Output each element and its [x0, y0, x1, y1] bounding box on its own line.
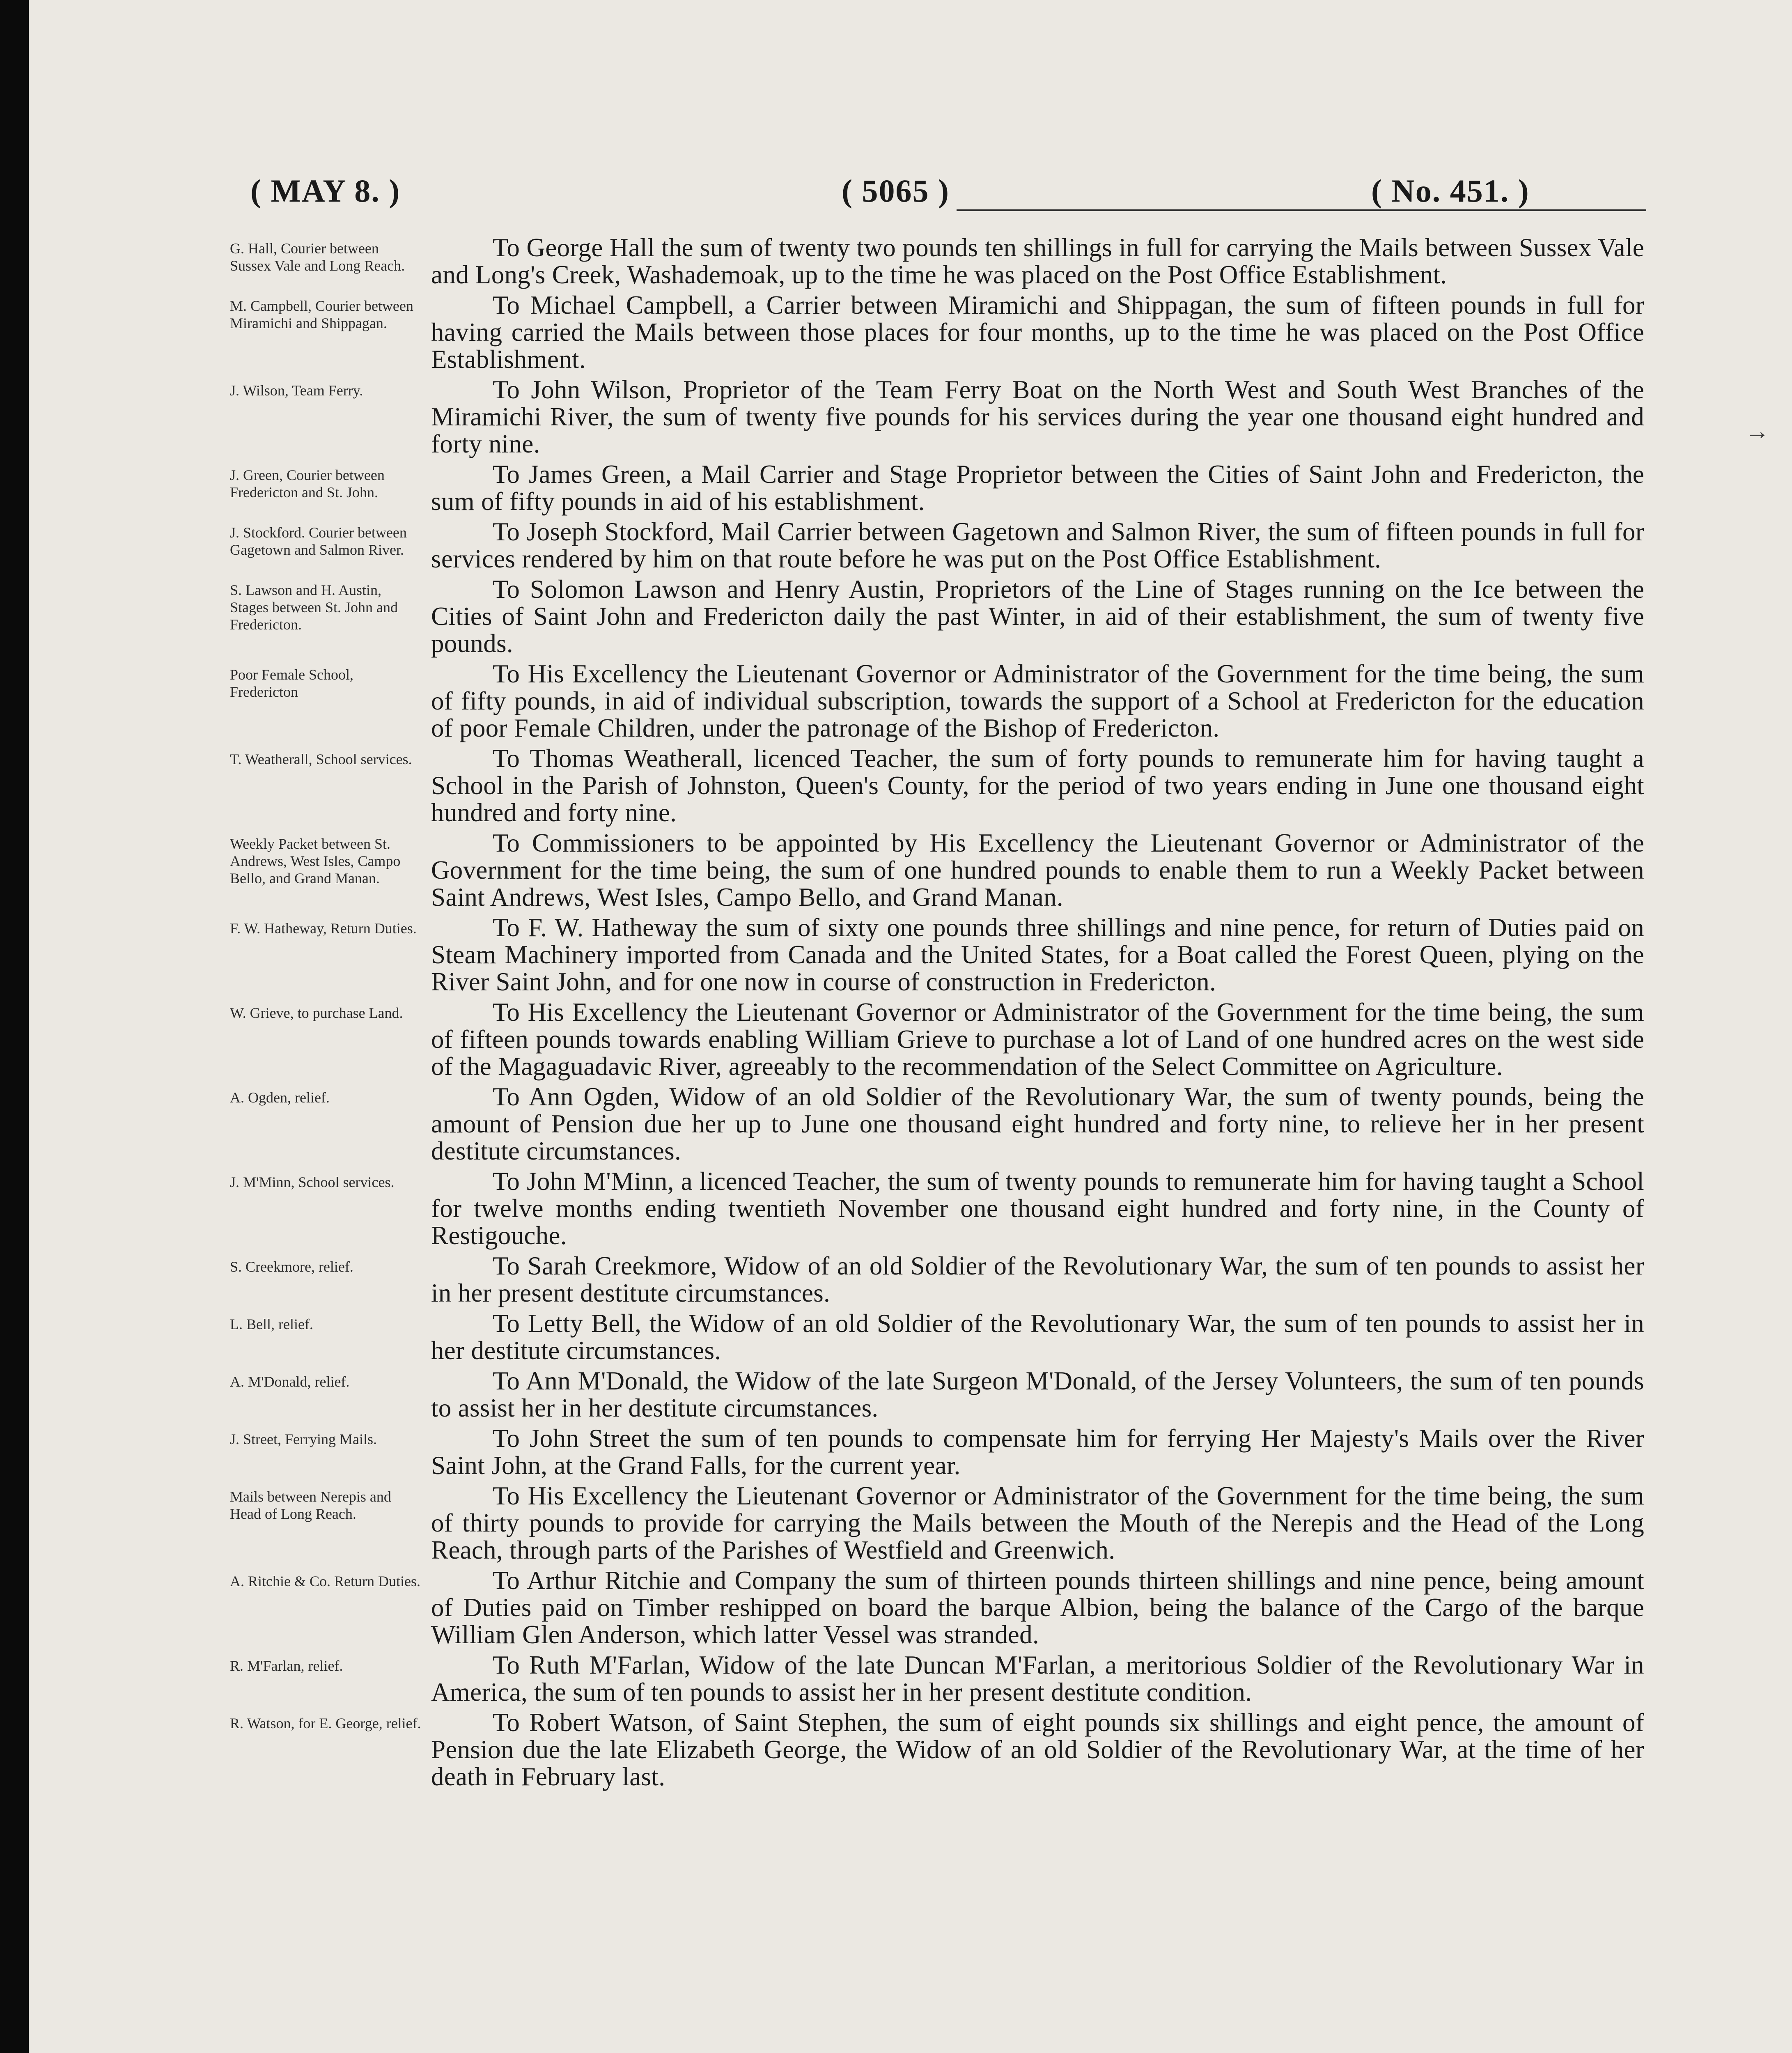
entry-g-hall [29, 234, 1792, 288]
margin-note: R. Watson, for E. George, relief. [230, 1715, 421, 1732]
margin-note: J. Green, Courier between Fredericton and St. John. [230, 467, 385, 501]
entry-j-mminn [29, 1168, 1792, 1249]
entry-text: To Ann M'Donald, the Widow of the late Surgeon M'Donald, of the Jersey Volunteers, the sum of ten pounds to assist her in her destitute circumstances. [431, 1366, 1644, 1422]
margin-note: Weekly Packet between St. Andrews, West Isles, Campo Bello, and Grand Manan. [230, 836, 401, 886]
margin-note: S. Creekmore, relief. [230, 1258, 353, 1275]
document-page [29, 0, 1792, 2053]
entry-text: To Solomon Lawson and Henry Austin, Proprietors of the Line of Stages running on the Ice between the Cities of Saint John and Fredericton daily the past Winter, in aid of their establishment, the sum of twenty five pounds. [431, 575, 1644, 658]
header-act-number: ( No. 451. ) [1371, 173, 1530, 209]
entry-text: To Commissioners to be appointed by His Excellency the Lieutenant Governor or Administrator of the Government for the time being, the sum of one hundred pounds to enable them to run a Weekly Packet between Saint Andrews, West Isles, Campo Bello, and Grand Manan. [431, 829, 1644, 912]
entry-text: To James Green, a Mail Carrier and Stage Proprietor between the Cities of Saint John and Fredericton, the sum of fifty pounds in aid of his establishment. [431, 460, 1644, 516]
margin-note: J. M'Minn, School services. [230, 1174, 395, 1190]
entry-m-campbell [29, 292, 1792, 373]
entry-j-stockford [29, 518, 1792, 572]
margin-note: J. Wilson, Team Ferry. [230, 382, 363, 399]
entry-j-green [29, 461, 1792, 515]
entry-text: To Letty Bell, the Widow of an old Soldier of the Revolutionary War, the sum of ten pounds to assist her in her destitute circumstances. [431, 1309, 1644, 1365]
entry-text: To Thomas Weatherall, licenced Teacher, the sum of forty pounds to remunerate him for having taught a School in the Parish of Johnston, Queen's County, for the period of two years ending in June one thousand eight hundred and forty nine. [431, 744, 1644, 827]
entry-text: To John Wilson, Proprietor of the Team Ferry Boat on the North West and South West Branches of the Miramichi River, the sum of twenty five pounds for his services during the year one thousand eight hundred and forty nine. [431, 375, 1644, 458]
entry-text: To Ann Ogden, Widow of an old Soldier of the Revolutionary War, the sum of twenty pounds, being the amount of Pension due her up to June one thousand eight hundred and forty nine, to relieve her in her present destitute circumstances. [431, 1082, 1644, 1165]
entry-a-mdonald [29, 1367, 1792, 1421]
entry-text: To F. W. Hatheway the sum of sixty one pounds three shillings and nine pence, for return of Duties paid on Steam Machinery imported from Canada and the United States, for a Boat called the Forest Queen, plying on the River Saint John, and for one now in course of construction in Fredericton. [431, 913, 1644, 996]
entry-text: To Michael Campbell, a Carrier between Miramichi and Shippagan, the sum of fifteen pounds in full for having carried the Mails between those places for four months, up to the time he was placed on the Post Office Establishment. [431, 291, 1644, 374]
appropriation-list [29, 234, 1792, 1794]
margin-note: A. Ritchie & Co. Return Duties. [230, 1573, 420, 1589]
margin-note: A. Ogden, relief. [230, 1089, 330, 1106]
entry-l-bell [29, 1310, 1792, 1364]
margin-note: R. M'Farlan, relief. [230, 1658, 343, 1674]
header-page-number: ( 5065 ) [842, 173, 950, 209]
margin-note: J. Street, Ferrying Mails. [230, 1431, 377, 1447]
entry-text: To His Excellency the Lieutenant Governor or Administrator of the Government for the time being, the sum of fifteen pounds towards enabling William Grieve to purchase a lot of Land of one hundred acres on the west side of the Magaguadavic River, agreeably to the recommendation of the Select Committee on Agriculture. [431, 998, 1644, 1081]
entry-text: To Robert Watson, of Saint Stephen, the sum of eight pounds six shillings and eight pence, the amount of Pension due the late Elizabeth George, the Widow of an old Soldier of the Revolutionary War, at the time of her death in February last. [431, 1708, 1644, 1791]
entry-a-ritchie [29, 1567, 1792, 1648]
margin-note: M. Campbell, Courier between Miramichi and Shippagan. [230, 298, 413, 331]
margin-note: J. Stockford. Courier between Gagetown and Salmon River. [230, 524, 407, 558]
entry-j-street [29, 1425, 1792, 1479]
entry-f-w-hatheway [29, 914, 1792, 995]
entry-text: To Ruth M'Farlan, Widow of the late Duncan M'Farlan, a meritorious Soldier of the Revolutionary War in America, the sum of ten pounds to assist her in her present destitute condition. [431, 1651, 1644, 1706]
margin-note: W. Grieve, to purchase Land. [230, 1005, 403, 1021]
margin-note: F. W. Hatheway, Return Duties. [230, 920, 417, 937]
entry-text: To Joseph Stockford, Mail Carrier between Gagetown and Salmon River, the sum of fifteen pounds in full for services rendered by him on that route before he was put on the Post Office Establishment. [431, 517, 1644, 573]
margin-note: S. Lawson and H. Austin, Stages between St. John and Fredericton. [230, 582, 398, 633]
entry-text: To His Excellency the Lieutenant Governor or Administrator of the Government for the time being, the sum of fifty pounds, in aid of individual subscription, towards the support of a School at Fredericton for the education of poor Female Children, under the patronage of the Bishop of Fredericton. [431, 659, 1644, 742]
entry-text: To Sarah Creekmore, Widow of an old Soldier of the Revolutionary War, the sum of ten pounds to assist her in her present destitute circumstances. [431, 1252, 1644, 1307]
entry-r-watson [29, 1709, 1792, 1790]
margin-note: L. Bell, relief. [230, 1316, 313, 1332]
entry-weekly-packet [29, 829, 1792, 911]
entry-poor-female-school [29, 660, 1792, 742]
margin-note: T. Weatherall, School services. [230, 751, 412, 767]
entry-r-mfarlan [29, 1651, 1792, 1706]
entry-j-wilson [29, 376, 1792, 457]
entry-lawson-austin [29, 576, 1792, 657]
margin-note: G. Hall, Courier between Sussex Vale and Long Reach. [230, 240, 405, 274]
header-date: ( MAY 8. ) [250, 173, 401, 209]
entry-s-creekmore [29, 1252, 1792, 1307]
entry-w-grieve [29, 999, 1792, 1080]
entry-nerepis-mails [29, 1482, 1792, 1564]
entry-text: To John M'Minn, a licenced Teacher, the sum of twenty pounds to remunerate him for having taught a School for twelve months ending twentieth November one thousand eight hundred and forty nine, in the County of Restigouche. [431, 1167, 1644, 1250]
header-rule [957, 209, 1646, 211]
entry-text: To John Street the sum of ten pounds to compensate him for ferrying Her Majesty's Mails over the River Saint John, at the Grand Falls, for the current year. [431, 1424, 1644, 1480]
margin-note: Mails between Nerepis and Head of Long Reach. [230, 1488, 391, 1522]
entry-a-ogden [29, 1083, 1792, 1164]
entry-text: To George Hall the sum of twenty two pounds ten shillings in full for carrying the Mails between Sussex Vale and Long's Creek, Washademoak, up to the time he was placed on the Post Office Establishment. [431, 233, 1644, 289]
entry-t-weatherall [29, 745, 1792, 826]
margin-arrow-mark: → [1745, 418, 1769, 445]
entry-text: To His Excellency the Lieutenant Governor or Administrator of the Government for the time being, the sum of thirty pounds to provide for carrying the Mails between the Mouth of the Nerepis and the Head of the Long Reach, through parts of the Parishes of Westfield and Greenwich. [431, 1481, 1644, 1564]
entry-text: To Arthur Ritchie and Company the sum of thirteen pounds thirteen shillings and nine pence, being amount of Duties paid on Timber reshipped on board the barque Albion, being the balance of the Cargo of the barque William Glen Anderson, which latter Vessel was stranded. [431, 1566, 1644, 1649]
margin-note: Poor Female School, Fredericton [230, 666, 353, 700]
margin-note: A. M'Donald, relief. [230, 1373, 350, 1390]
